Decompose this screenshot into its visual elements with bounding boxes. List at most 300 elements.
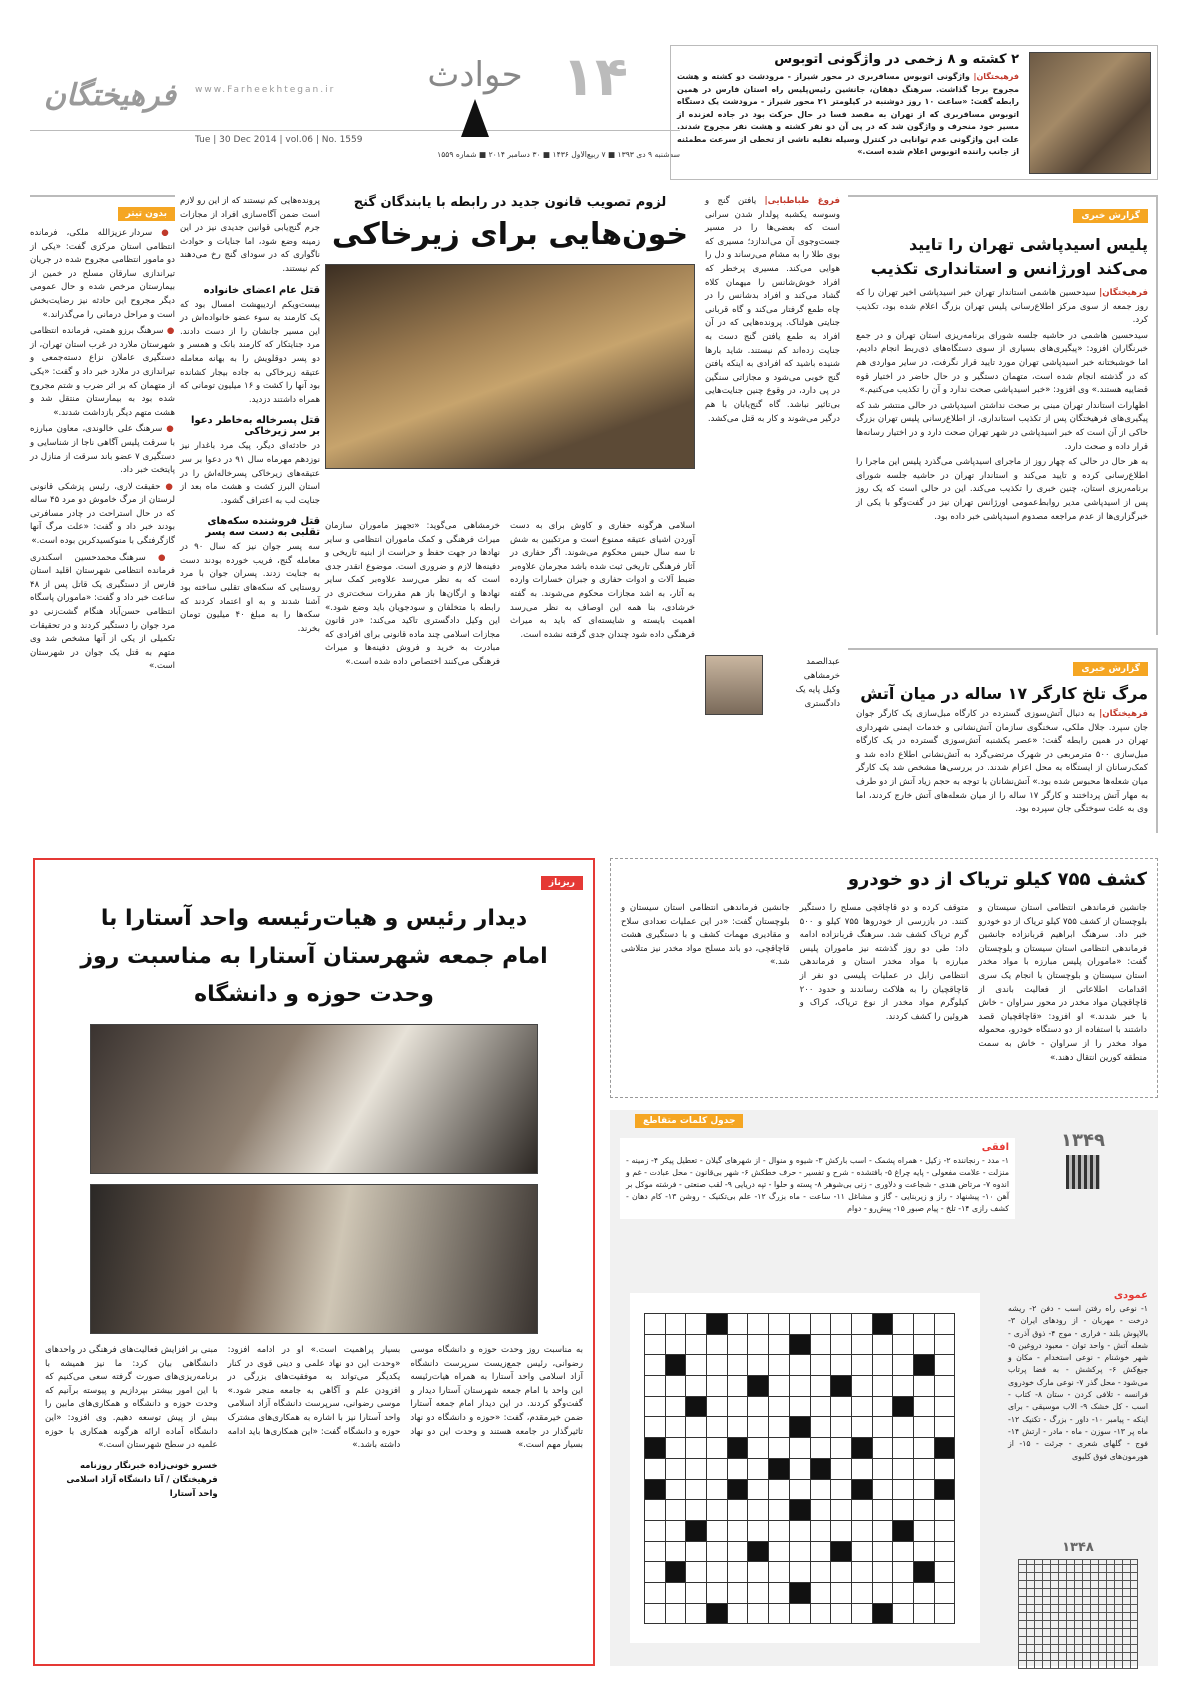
top-story: [670, 45, 1158, 180]
crossword-cell[interactable]: [707, 1396, 728, 1417]
crossword-cell[interactable]: [893, 1458, 914, 1479]
feature-title[interactable]: خون‌هایی برای زیرخاکی: [331, 217, 689, 252]
crossword-cell[interactable]: [851, 1458, 872, 1479]
puzzle-number: ۱۳۴۹: [1061, 1130, 1105, 1151]
crossword-cell[interactable]: [748, 1541, 769, 1562]
crossword-cell[interactable]: [810, 1314, 831, 1335]
smuggle-title[interactable]: کشف ۷۵۵ کیلو تریاک از دو خودرو: [847, 869, 1147, 890]
crossword-cell[interactable]: [831, 1438, 852, 1459]
crossword-cell[interactable]: [707, 1417, 728, 1438]
crossword-cell[interactable]: [893, 1417, 914, 1438]
brief-item: ● سردار عزیزالله ملکی، فرمانده انتظامی استان مرکزی گفت: «یکی از دو مامور انتظامی مجروح شده در جریان تیراندازی سارقان مسلح در خمین از بیمارستان مرخص شده و حال عمومی دیگر مجروح این حادثه نیز رضایت‌بخش است و مراحل درمانی را می‌گذراند.»: [30, 228, 175, 320]
crossword-cell[interactable]: [686, 1334, 707, 1355]
crossword-cell[interactable]: [789, 1355, 810, 1376]
crossword-cell[interactable]: [665, 1376, 686, 1397]
crossword-cell[interactable]: [686, 1417, 707, 1438]
crossword-cell[interactable]: [665, 1458, 686, 1479]
press-byline: خسرو خونی‌زاده خبرنگار روزنامه فرهیختگان / آتا دانشگاه آزاد اسلامی واحد آستارا: [66, 1460, 218, 1499]
crossword-cell[interactable]: [748, 1562, 769, 1583]
crossword-cell[interactable]: [665, 1520, 686, 1541]
crossword-cell[interactable]: [913, 1314, 934, 1335]
crossword-cell[interactable]: [872, 1376, 893, 1397]
crossword-cell[interactable]: [934, 1396, 955, 1417]
crossword-cell[interactable]: [748, 1603, 769, 1624]
crossword-cell[interactable]: [645, 1458, 666, 1479]
top-story-body: واژگونی اتوبوس مسافربری در محور شیراز - مرودشت دو کشته و هشت مجروح برجا گذاشت. سرهنگ دهقان، جانشین رئیس‌پلیس راه استان فارس در همین رابطه گفت: «ساعت ۱۰ روز دوشنبه در کیلومتر ۲۱ محور شیراز - مرودشت یک دستگاه اتوبوس مسافربری که از تهران به مقصد فسا در حال حرکت بود در جاده لغزنده از مسیر خود منحرف و واژگون شد که در پی آن دو نفر کشته و هشت نفر مجروح شدند. علت این واژگونی عدم توانایی در کنترل وسیله نقلیه ناشی از تخطی از سرعت مطمئنه از جانب راننده اتوبوس اعلام شده است.»: [677, 72, 1020, 156]
report1-body: فرهیختگان| سیدحسین هاشمی استاندار تهران خبر اسیدپاشی اخیر تهران را که روز جمعه از سوی مرکز اطلاع‌رسانی پلیس تهران بزرگ اعلام شده بود، تکذیب کرد. سیدحسین هاشمی در حاشیه جلسه شورای برنامه‌ریزی استان تهران و در جمع خبرنگاران افزود: «پیگیری‌های بسیاری از سوی دستگاه‌های ذی‌ربط انجام دادیم، اما خوشبختانه خبر اسیدپاشی تهران مورد تایید قرار نگرفت، در سایر مواردی هم که در گذشته انجام شده است، متهمان دستگیر و در حال حاضر در اختیار قوه قضاییه هستند.» وی افزود: «خبر اسیدپاشی صحت ندارد و آن را تکذیب می‌کنیم.» اظهارات استاندار تهران مبنی بر صحت نداشتن اسیدپاشی در حالی منتشر شد که پیگیری‌های فرهیختگان پس از تکذیب استانداری، از اطلاع‌رسانی پلیس تهران بزرگ حاکی از آن است که خبر اسیدپاشی در شهر تهران صحت دارد و در اختیار رسانه‌ها قرار داده و صحت دارد. به هر حال در حالی که چهار روز از ماجرای اسیدپاشی می‌گذرد پلیس این ماجرا را اطلاع‌رسانی کرده و تایید می‌کند و استاندار تهران در حاشیه جلسه شورای برنامه‌ریزی استان، چنین خبری را تکذیب می‌کند. این در حالی است که یک روز پس از اسیدپاشی مدیر روابط‌عمومی اورژانس تهران نیز در گفت‌وگو با یکی از خبرگزاری‌ها از عدم مراجعه مصدوم اسیدپاشی خبر داده بود.: [856, 288, 1148, 522]
crossword-cell[interactable]: [934, 1314, 955, 1335]
down-clues: [1008, 1290, 1148, 1463]
crossword-cell[interactable]: [665, 1417, 686, 1438]
crossword-cell[interactable]: [645, 1541, 666, 1562]
brief-item: ● حقیقت لاری، رئیس پزشکی قانونی لرستان از مرگ خاموش دو مرد ۴۵ ساله که در حال استراحت در چادر مسافرتی بودند خبر داد و گفت: «علت مرگ آنها گازگرفتگی با منوکسیدکربن بوده است.»: [30, 481, 176, 547]
lawyer-portrait: [705, 655, 763, 715]
solution-grid-icon: [1018, 1559, 1138, 1669]
crossword-cell[interactable]: [893, 1438, 914, 1459]
crossword-cell[interactable]: [665, 1500, 686, 1521]
crossword-cell[interactable]: [831, 1314, 852, 1335]
puzzle-number-box: [1018, 1130, 1148, 1193]
report-fire: [848, 648, 1158, 833]
crossword-cell[interactable]: [645, 1355, 666, 1376]
site-url[interactable]: www.Farheekhtegan.ir: [195, 85, 336, 95]
crossword-cell[interactable]: [934, 1438, 955, 1459]
crossword-cell[interactable]: [893, 1376, 914, 1397]
crossword-cell[interactable]: [686, 1438, 707, 1459]
smuggle-col-2: متوقف کرده و دو قاچاقچی مسلح را دستگیر کنند. در بازرسی از خودروها ۷۵۵ کیلو و ۵۰۰ گرم تریاک کشف شد. سرهنگ قربانزاده ادامه داد: طی دو روز گذشته نیز ماموران پلیس مبارزه با مواد مخدر استان و فرماندهی انتظامی زابل در عملیات پلیسی دو نفر از قاچاقچیان را به هلاکت رساندند و حدود ۲۰۰ کیلوگرم مواد مخدر از نوع تریاک، کراک و هروئین را کشف کردند.: [799, 903, 969, 1022]
crossword-cell[interactable]: [748, 1582, 769, 1603]
crossword-cell[interactable]: [789, 1603, 810, 1624]
crossword-cell[interactable]: [686, 1314, 707, 1335]
crossword-cell[interactable]: [872, 1562, 893, 1583]
crossword-cell[interactable]: [934, 1562, 955, 1583]
crossword-cell[interactable]: [913, 1396, 934, 1417]
crossword-cell[interactable]: [913, 1458, 934, 1479]
report-acid: [848, 195, 1158, 635]
crossword-cell[interactable]: [707, 1314, 728, 1335]
cone-icon: [461, 99, 489, 137]
crossword-cell[interactable]: [913, 1582, 934, 1603]
crossword-cell[interactable]: [789, 1541, 810, 1562]
crossword-cell[interactable]: [851, 1334, 872, 1355]
crossword-cell[interactable]: [810, 1438, 831, 1459]
crossword-cell[interactable]: [748, 1376, 769, 1397]
brief-item: ● سرهنگ علی خالوندی، معاون مبارزه با سرقت پلیس آگاهی ناجا از شناسایی و دستگیری ۷ عضو باند سرقت از منازل در پایتخت خبر داد.: [30, 424, 175, 476]
case-1-title[interactable]: قتل عام اعضای خانواده: [203, 284, 320, 296]
report2-body: فرهیختگان| به دنبال آتش‌سوزی گسترده در کارگاه مبل‌سازی یک کارگر جوان جان سپرد. جلال ملکی، سخنگوی سازمان آتش‌نشانی و خدمات ایمنی شهرداری تهران در همین رابطه گفت: «عصر یکشنبه آتش‌سوزی گسترده در یک کارگاه مبل‌سازی ۵۰۰ مترمربعی در شهرک مرتضی‌گرد به آتش‌نشانی اطلاع داده شد و کمک‌رسانان از ایستگاه به محل اعزام شدند. در بررسی‌ها مشخص شد یک کارگر میان شعله‌ها محبوس شده بود.» آتش‌نشانان با توجه به حجم زیاد آتش از دو طرف به مهار آتش پرداختند و کارگر ۱۷ ساله را از میان شعله‌های آتش خارج کردند، اما وی به علت سوختگی جان سپرده بود.: [856, 709, 1148, 815]
crossword-cell[interactable]: [665, 1603, 686, 1624]
press-release: [33, 858, 595, 1666]
crossword-cell[interactable]: [686, 1603, 707, 1624]
crossword-cell[interactable]: [851, 1396, 872, 1417]
crossword-cell[interactable]: [831, 1458, 852, 1479]
crossword-cell[interactable]: [934, 1417, 955, 1438]
crossword-cell[interactable]: [934, 1334, 955, 1355]
crossword-cell[interactable]: [645, 1562, 666, 1583]
crossword-cell[interactable]: [851, 1376, 872, 1397]
crossword-cell[interactable]: [665, 1314, 686, 1335]
crossword-cell[interactable]: [872, 1582, 893, 1603]
dateline-fa: سه‌شنبه ۹ دی ۱۳۹۳ ■ ۷ ربیع‌الاول ۱۴۳۶ ■ ۳۰ دسامبر ۲۰۱۴ ■ شماره ۱۵۵۹: [437, 150, 680, 159]
crossword-cell[interactable]: [707, 1562, 728, 1583]
crossword-cell[interactable]: [810, 1582, 831, 1603]
crossword-cell[interactable]: [769, 1355, 790, 1376]
crossword-cell[interactable]: [789, 1582, 810, 1603]
crossword-cell[interactable]: [851, 1562, 872, 1583]
crossword-cell[interactable]: [748, 1396, 769, 1417]
crossword-cell[interactable]: [934, 1582, 955, 1603]
press-tag: ریزناز: [541, 876, 583, 890]
crossword-cell[interactable]: [727, 1334, 748, 1355]
across-text: ۱- مدد - رنجاننده ۲- زکیل - همراه پشمک - اسب بارکش ۳- شیوه و منوال - از شهرهای گیلان - تعطیل پیکر ۴- زمینه - منزلت - علامت مفعولی - پایه چراغ ۵- بافتشده - شرح و تفسیر - حرف خطکش ۶- شهر بی‌قانون - محل عبادت - غم و اندوه ۷- مرتاض هندی - شجاعت و دلاوری - زنی بی‌شوهر ۸- پسته و حلوا - تپه دریایی ۹- لقب صنعتی - فرشته موکل بر آهن ۱۰- پیشنهاد - راز و زیربنایی - گاز و مشاغل ۱۱- ساعت - ماه بزرگ ۱۲- علم بی‌تکنیک - روشن ۱۳- کام دهان - کشف رازی ۱۴- تلخ - پیام صبور ۱۵- پیش‌رو - دوام: [626, 1156, 1010, 1213]
crossword-cell[interactable]: [831, 1334, 852, 1355]
crossword-cell[interactable]: [645, 1603, 666, 1624]
crossword-cell[interactable]: [769, 1314, 790, 1335]
report1-title[interactable]: پلیس اسیدپاشی تهران را تایید می‌کند اورژانس و استانداری تکذیب: [870, 235, 1148, 278]
crossword-cell[interactable]: [645, 1314, 666, 1335]
crossword-cell[interactable]: [769, 1438, 790, 1459]
crossword-cell[interactable]: [748, 1520, 769, 1541]
crossword-cell[interactable]: [831, 1355, 852, 1376]
feature-story: [325, 195, 840, 835]
feature-col-b: اسلامی هرگونه حفاری و کاوش برای به دست آوردن اشیای عتیقه ممنوع است و مرتکبین به شش تا سه سال حبس محکوم می‌شوند. اگر حفاری در آثار فرهنگی تاریخی ثبت شده باشد مجرمان علاوه‌بر ضبط آلات و ادوات حفاری و جبران خسارات وارده به آثار، به اشد مجازات محکوم می‌شوند. به گفته خرشادی، بنا همه این اوصاف به نظر می‌رسد اهمیت بایسته و شایسته‌ای که باید به میراث فرهنگی داده شود چندان جدی گرفته نشده است.: [510, 521, 695, 640]
crossword-cell[interactable]: [913, 1541, 934, 1562]
crossword-cell[interactable]: [748, 1479, 769, 1500]
crossword-cell[interactable]: [831, 1376, 852, 1397]
crossword-cell[interactable]: [769, 1562, 790, 1583]
crossword-tag: جدول کلمات متقاطع: [635, 1114, 743, 1128]
crossword-cell[interactable]: [665, 1582, 686, 1603]
qr-code-icon: [1066, 1155, 1100, 1189]
crossword-cell[interactable]: [810, 1562, 831, 1583]
crossword-cell[interactable]: [707, 1458, 728, 1479]
crossword-cell[interactable]: [913, 1417, 934, 1438]
crossword-cell[interactable]: [789, 1376, 810, 1397]
treasure-photo: [325, 264, 695, 469]
crossword-cell[interactable]: [872, 1541, 893, 1562]
crossword-cell[interactable]: [769, 1396, 790, 1417]
page-number: ۱۴: [562, 45, 628, 108]
quote-name: عبدالصمد خرمشاهی: [803, 657, 840, 681]
crossword-cell[interactable]: [893, 1541, 914, 1562]
press-col-3: مبنی بر افزایش فعالیت‌های فرهنگی در واحدهای دانشگاهی بیان کرد: ما نیز همیشه با برنامه‌ریزی‌های صورت گرفته سعی می‌کنیم که با این امور بیشتر بپردازیم و پیوسته برآنیم که وحدت حوزه و دانشگاه و همکاری‌های مابین را بیش از پیش توسعه دهیم. وی افزود: «این دانشگاه آماده ارائه هرگونه همکاری با حوزه علمیه در سطح شهرستان است.»: [44, 1345, 218, 1451]
meeting-photo-2: [90, 1184, 538, 1334]
crossword-cell[interactable]: [789, 1438, 810, 1459]
crossword-cell[interactable]: [851, 1417, 872, 1438]
crossword-cell[interactable]: [769, 1458, 790, 1479]
crossword-cell[interactable]: [707, 1479, 728, 1500]
logo-text: فرهیختگان: [44, 78, 176, 113]
crossword-cell[interactable]: [789, 1334, 810, 1355]
crossword-cell[interactable]: [727, 1603, 748, 1624]
crossword-cell[interactable]: [707, 1520, 728, 1541]
crossword-cell[interactable]: [727, 1458, 748, 1479]
crossword-cell[interactable]: [727, 1417, 748, 1438]
bedoon-titr: [30, 195, 175, 835]
crossword-cell[interactable]: [789, 1479, 810, 1500]
crossword-cell[interactable]: [707, 1582, 728, 1603]
crossword-cell[interactable]: [810, 1396, 831, 1417]
crossword-cell[interactable]: [748, 1334, 769, 1355]
crossword-cell[interactable]: [727, 1396, 748, 1417]
crossword-cell[interactable]: [851, 1500, 872, 1521]
cases-intro: پرونده‌هایی کم نیستند که از این رو لازم است ضمن آگاه‌سازی افراد از مجازات جرم گنج‌یابی قوانین جدیدی نیز در این زمینه وضع شود، اما جنایات و حوادث ناگواری که در سودای گنج رخ می‌دهند کم نیستند.: [180, 196, 320, 274]
smuggle-col-3: جانشین فرماندهی انتظامی استان سیستان و بلوچستان گفت: «در این عملیات تعدادی سلاح و مقادیری مهمات کشف و با دستگیری هشت قاچاقچی، دو باند مسلح مواد مخدر نیز متلاشی شد.»: [620, 903, 790, 968]
section-header: [400, 55, 550, 145]
crossword-cell[interactable]: [934, 1376, 955, 1397]
crossword-grid[interactable]: [630, 1293, 980, 1643]
press-col-2: بسیار پراهمیت است.» او در ادامه افزود: «وحدت این دو نهاد علمی و دینی قوی در کنار یکدیگر می‌تواند به موفقیت‌های بزرگی در افزودن علم و آگاهی به جامعه منجر شود.» موسی رضوانی، سرپرست دانشگاه آزاد اسلامی واحد آستارا نیز با اشاره به همکاری‌های مشترک حوزه و دانشگاه گفت: «این همکاری‌ها باید ادامه داشته باشد.»: [227, 1345, 401, 1451]
report1-tag: گزارش خبری: [1073, 209, 1148, 223]
crossword-cell[interactable]: [934, 1520, 955, 1541]
crossword-cell[interactable]: [727, 1541, 748, 1562]
crossword-cell[interactable]: [872, 1417, 893, 1438]
crossword-cell[interactable]: [934, 1541, 955, 1562]
crossword-cell[interactable]: [727, 1438, 748, 1459]
crossword-cell[interactable]: [789, 1500, 810, 1521]
crossword-cell[interactable]: [872, 1458, 893, 1479]
crossword-cell[interactable]: [893, 1603, 914, 1624]
crossword-cell[interactable]: [748, 1417, 769, 1438]
crossword-cell[interactable]: [913, 1438, 934, 1459]
crossword-cell[interactable]: [851, 1520, 872, 1541]
crossword-cell[interactable]: [913, 1376, 934, 1397]
crossword-cell[interactable]: [665, 1334, 686, 1355]
crossword-cell[interactable]: [831, 1417, 852, 1438]
crossword-cell[interactable]: [913, 1520, 934, 1541]
crossword-cell[interactable]: [851, 1479, 872, 1500]
bus-accident-photo: [1029, 52, 1151, 174]
crossword-cell[interactable]: [893, 1479, 914, 1500]
smuggling-story: [610, 858, 1158, 1098]
crossword-cell[interactable]: [665, 1562, 686, 1583]
across-clues: [620, 1138, 1015, 1219]
crossword-cell[interactable]: [831, 1582, 852, 1603]
quote-role: وکیل پایه یک دادگستری: [795, 685, 840, 709]
crossword-cell[interactable]: [934, 1479, 955, 1500]
crossword-cell[interactable]: [893, 1396, 914, 1417]
crossword-cell[interactable]: [810, 1458, 831, 1479]
crossword-cell[interactable]: [769, 1479, 790, 1500]
feature-headline: [325, 195, 695, 469]
crossword-cell[interactable]: [665, 1541, 686, 1562]
crossword-cell[interactable]: [727, 1376, 748, 1397]
crossword-cell[interactable]: [707, 1376, 728, 1397]
crossword-cell[interactable]: [769, 1520, 790, 1541]
crossword-cell[interactable]: [893, 1500, 914, 1521]
crossword-cell[interactable]: [707, 1438, 728, 1459]
crossword-cell[interactable]: [727, 1355, 748, 1376]
feature-kicker: لزوم تصویب قانون جدید در رابطه با یابندگان گنج: [353, 195, 667, 210]
crossword-cell[interactable]: [831, 1500, 852, 1521]
crossword-cell[interactable]: [665, 1396, 686, 1417]
crossword-cell[interactable]: [645, 1438, 666, 1459]
down-text: ۱- نوعی راه رفتن اسب - دفن ۲- ریشه درخت - مهربان - از رودهای ایران ۳- بالاپوش بلند - فراری - موج ۴- ذوق آذری - شعله آتش - واحد توان - معبود دروغین ۵- شهر خوشنام - نوعی استخدام - مکان و جیغ‌کش ۶- پرکشش - به فضا پرتاب می‌شود - محل گذر ۷- نوعی مارک خودروی فرانسه - تلافی کردن - ستان ۸- کتاب - اسب - کل خشک ۹- الاب موسیقی - برای اینکه - پیامبر ۱۰- داور - بزرگ - تکنیک ۱۲- ماه پر ۱۳- سوزن - ماه - مادر - ارتش ۱۴- فوج - گلهای شعری - جرئت - ۱۵- از هورمون‌های فوق کلیوی: [1008, 1304, 1149, 1461]
feature-col-a: فروغ طباطبایی| یافتن گنج و وسوسه یکشبه پولدار شدن سرانی است که بعضی‌ها را در مسیر جست‌وجوی آن می‌اندازد؛ مسیری که بوی طلا را به مشام می‌رساند و دل را هوایی می‌کند. مسیری پرخطر که افراد خوش‌شانس را میهمان کلاه گشاد می‌کند و افراد بدشانس را در چاه طمع گرفتار می‌کند و گاه قربانی جنایتی هولناک. پرونده‌هایی که در آن افراد به طمع یافتن گنج دست به جنایت زده‌اند کم نیستند. شاید بارها شنیده باشید که افرادی به اینکه یافتن گنج خوبی می‌شود و مجازاتی سنگین در پی دارد، در وقوع چنین جنایت‌هایی بی‌تاثیر نباشد. گاه گنج‌یابان با هم درگیر می‌شوند و کار به قتل می‌کشد.: [705, 196, 840, 424]
crossword-cell[interactable]: [851, 1355, 872, 1376]
quote-box: [705, 655, 840, 725]
crossword-cell[interactable]: [789, 1396, 810, 1417]
crossword-cell[interactable]: [893, 1520, 914, 1541]
crossword-cell[interactable]: [727, 1479, 748, 1500]
crossword-cell[interactable]: [913, 1562, 934, 1583]
crossword-cell[interactable]: [727, 1500, 748, 1521]
bedoon-tag: بدون تیتر: [118, 207, 175, 221]
crossword-cell[interactable]: [686, 1479, 707, 1500]
crossword-cell[interactable]: [934, 1500, 955, 1521]
prev-puzzle-number: ۱۳۴۸: [1062, 1540, 1094, 1555]
crossword-cell[interactable]: [913, 1603, 934, 1624]
crossword-cell[interactable]: [913, 1355, 934, 1376]
crossword-cell[interactable]: [686, 1500, 707, 1521]
crossword-cell[interactable]: [686, 1355, 707, 1376]
crossword-cell[interactable]: [789, 1458, 810, 1479]
crossword-cell[interactable]: [707, 1334, 728, 1355]
crossword-cell[interactable]: [893, 1314, 914, 1335]
crossword-cell[interactable]: [748, 1458, 769, 1479]
crossword-cell[interactable]: [831, 1479, 852, 1500]
crossword-cell[interactable]: [851, 1314, 872, 1335]
crossword-cell[interactable]: [872, 1334, 893, 1355]
crossword-cell[interactable]: [789, 1417, 810, 1438]
crossword-cell[interactable]: [851, 1603, 872, 1624]
crossword-cell[interactable]: [769, 1376, 790, 1397]
crossword-cell[interactable]: [645, 1396, 666, 1417]
crossword-cell[interactable]: [707, 1500, 728, 1521]
case-3-body: سه پسر جوان نیز که سال ۹۰ در معامله گنج، فریب خورده بودند دست به جنایت زدند. پسران جوان با مرد روستایی که سکه‌های تقلبی ساخته بود آشنا شدند و به او اعتماد کردند که سکه‌ها را به مبلغ ۴۰ میلیون تومان بخرند.: [180, 542, 320, 634]
case-3-title[interactable]: قتل فروشنده سکه‌های تقلبی به دست سه پسر: [205, 516, 320, 539]
crossword-cell[interactable]: [810, 1479, 831, 1500]
crossword-cell[interactable]: [913, 1500, 934, 1521]
crossword-cell[interactable]: [707, 1541, 728, 1562]
crossword-cell[interactable]: [851, 1541, 872, 1562]
crossword-cell[interactable]: [893, 1334, 914, 1355]
crossword-cell[interactable]: [645, 1520, 666, 1541]
brief-item: ● سرهنگ برزو همتی، فرمانده انتظامی شهرستان ملارد در غرب استان تهران، از دستگیری عاملان نزاع دسته‌جمعی و تیراندازی در ملارد خبر داد و گفت: «یکی از متهمان که بر اثر ضرب و شتم مجروح شده بود به بیمارستان منتقل شد و هشت متهم دیگر بازداشت شدند.»: [30, 326, 176, 418]
cases-column: [180, 195, 320, 835]
crossword-cell[interactable]: [810, 1500, 831, 1521]
crossword-cell[interactable]: [686, 1541, 707, 1562]
crossword-cell[interactable]: [665, 1479, 686, 1500]
crossword-cell[interactable]: [851, 1582, 872, 1603]
crossword-cell[interactable]: [665, 1438, 686, 1459]
crossword-cell[interactable]: [769, 1582, 790, 1603]
crossword-cell[interactable]: [645, 1417, 666, 1438]
crossword-cell[interactable]: [831, 1603, 852, 1624]
report2-title[interactable]: مرگ تلخ کارگر ۱۷ ساله در میان آتش: [860, 684, 1148, 703]
crossword-cell[interactable]: [831, 1396, 852, 1417]
crossword-cell[interactable]: [769, 1417, 790, 1438]
crossword-cell[interactable]: [645, 1334, 666, 1355]
crossword-cell[interactable]: [789, 1562, 810, 1583]
crossword-cell[interactable]: [769, 1334, 790, 1355]
crossword-cell[interactable]: [645, 1500, 666, 1521]
crossword-cell[interactable]: [645, 1479, 666, 1500]
crossword-cell[interactable]: [893, 1582, 914, 1603]
prev-solution: [1008, 1540, 1148, 1669]
crossword-cell[interactable]: [851, 1438, 872, 1459]
case-2-body: در حادثه‌ای دیگر، پیک مرد باغدار نیز نوزدهم مهرماه سال ۹۱ در دعوا بر سر عتیقه‌های زیرخاکی پسرخاله‌اش را در استان البرز کشت و هشت ماه بعد از جنایت لب به اعتراف گشود.: [180, 441, 320, 506]
crossword-cell[interactable]: [934, 1603, 955, 1624]
crossword-cell[interactable]: [810, 1603, 831, 1624]
crossword-cell[interactable]: [686, 1520, 707, 1541]
crossword-cell[interactable]: [872, 1314, 893, 1335]
crossword-cell[interactable]: [934, 1458, 955, 1479]
crossword-cell[interactable]: [789, 1314, 810, 1335]
crossword-cell[interactable]: [686, 1376, 707, 1397]
crossword-cell[interactable]: [934, 1355, 955, 1376]
crossword-cell[interactable]: [872, 1355, 893, 1376]
crossword-cell[interactable]: [686, 1396, 707, 1417]
crossword-cell[interactable]: [872, 1603, 893, 1624]
dateline-en: Tue | 30 Dec 2014 | vol.06 | No. 1559: [195, 135, 363, 145]
crossword-cell[interactable]: [727, 1562, 748, 1583]
crossword-cell[interactable]: [707, 1603, 728, 1624]
crossword-cell[interactable]: [810, 1376, 831, 1397]
crossword-cell[interactable]: [707, 1355, 728, 1376]
crossword-cell[interactable]: [810, 1417, 831, 1438]
masthead-rule: [30, 130, 680, 131]
crossword-cell[interactable]: [810, 1541, 831, 1562]
crossword-cell[interactable]: [686, 1582, 707, 1603]
crossword-cell[interactable]: [810, 1520, 831, 1541]
crossword-cell[interactable]: [748, 1500, 769, 1521]
crossword-cell[interactable]: [686, 1458, 707, 1479]
section-name: حوادث: [427, 55, 523, 95]
crossword-cell[interactable]: [748, 1314, 769, 1335]
crossword-cell[interactable]: [727, 1582, 748, 1603]
crossword-cell[interactable]: [831, 1562, 852, 1583]
crossword-cell[interactable]: [893, 1355, 914, 1376]
crossword-cell[interactable]: [831, 1541, 852, 1562]
crossword-cell[interactable]: [727, 1520, 748, 1541]
brief-item: ● سرهنگ محمدحسین اسکندری فرمانده انتظامی شهرستان اقلید استان فارس از دستگیری یک قاتل پس از ۴۸ ساعت خبر داد و گفت: «ماموران پاسگاه انتظامی حسن‌آباد هنگام گشت‌زنی دو مرد جوان را دستگیر کردند و در تحقیقات تکمیلی از یکی از آنها مشخص شد وی متهم به قتل یک جوان در شهرستان است.»: [30, 552, 176, 672]
feature-author: فروغ طباطبایی|: [764, 196, 840, 206]
top-story-title[interactable]: ۲ کشته و ۸ زخمی در واژگونی اتوبوس: [774, 52, 1019, 67]
crossword-cell[interactable]: [645, 1582, 666, 1603]
crossword-cell[interactable]: [872, 1396, 893, 1417]
across-label: افقی: [981, 1142, 1009, 1153]
case-2-title[interactable]: قتل پسرخاله به‌خاطر دعوا بر سر زیرخاکی: [190, 415, 320, 438]
crossword-cell[interactable]: [727, 1314, 748, 1335]
feature-col-c: خرمشاهی می‌گوید: «تجهیز ماموران سازمان میراث فرهنگی و کمک ماموران انتظامی و سایر نهادها در جهت حفظ و حراست از ابنیه تاریخی و دفینه‌ها لازم و ضروری است. موضوع انقدر جدی است که به نظر می‌رسد علاوه‌بر کمک سایر نهادها و ارگان‌ها باز هم مقررات سخت‌تری در رابطه با متخلفان و سودجویان باید وضع شود.» این وکیل دادگستری تاکید می‌کند: «در قانون مجازات اسلامی چند ماده قانونی برای افرادی که مبادرت به خرید و فروش دفینه‌ها و میراث فرهنگی می‌کنند اختصاص داده شده است.»: [325, 521, 500, 667]
report2-tag: گزارش خبری: [1073, 662, 1148, 676]
crossword-cell[interactable]: [810, 1334, 831, 1355]
crossword-section: [610, 1110, 1158, 1666]
crossword-cell[interactable]: [789, 1520, 810, 1541]
crossword-cell[interactable]: [665, 1355, 686, 1376]
press-title[interactable]: دیدار رئیس و هیات‌رئیسه واحد آستارا با امام جمعه شهرستان آستارا به مناسبت روز وحدت حوزه و دانشگاه: [80, 906, 548, 1007]
crossword-cell[interactable]: [831, 1520, 852, 1541]
crossword-cell[interactable]: [872, 1479, 893, 1500]
down-label: عمودی: [1113, 1290, 1148, 1301]
crossword-cell[interactable]: [913, 1334, 934, 1355]
crossword-cell[interactable]: [686, 1562, 707, 1583]
crossword-cell[interactable]: [810, 1355, 831, 1376]
crossword-cell[interactable]: [748, 1438, 769, 1459]
crossword-cell[interactable]: [893, 1562, 914, 1583]
crossword-cell[interactable]: [872, 1500, 893, 1521]
crossword-cell[interactable]: [872, 1438, 893, 1459]
press-col-1: به مناسبت روز وحدت حوزه و دانشگاه موسی رضوانی، رئیس جمع‌زیست سرپرست دانشگاه آزاد اسلامی واحد آستارا به همراه هیات‌رئیسه این واحد با امام جمعه شهرستان آستارا دیدار و گفت‌وگو کردند. در این دیدار امام جمعه آستارا ضمن خیرمقدم، گفت: «حوزه و دانشگاه دو نهاد تاثیرگذار در جامعه هستند و وحدت این دو نهاد بسیار مهم است.»: [410, 1345, 583, 1451]
crossword-cell[interactable]: [769, 1500, 790, 1521]
crossword-cell[interactable]: [645, 1376, 666, 1397]
crossword-cell[interactable]: [872, 1520, 893, 1541]
crossword-cell[interactable]: [769, 1541, 790, 1562]
crossword-cell[interactable]: [769, 1603, 790, 1624]
crossword-cell[interactable]: [748, 1355, 769, 1376]
crossword-cell[interactable]: [913, 1479, 934, 1500]
